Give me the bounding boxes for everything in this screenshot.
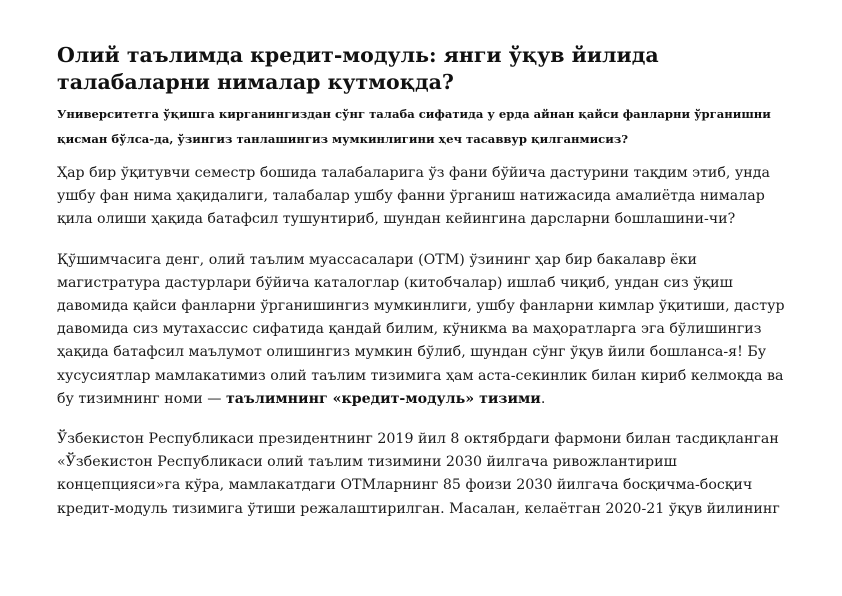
paragraph-2-bold-term: таълимнинг «кредит-модуль» тизими [225,390,541,407]
paragraph-1: Ҳар бир ўқитувчи семестр бошида талабаларига ўз фани бўйича дастурини тақдим этиб, унда ушбу фан нима ҳақидалиги, талабалар ушбу фанни ўрганиш натижасида амалиётда нималар қила олиши ҳақида батафсил тушунтириб, шундан кейингина дарсларни бошлашини-чи? [57,165,770,228]
article [57,42,797,538]
paragraph-2-end: . [540,390,546,407]
paragraph-2 [57,249,797,411]
article-title: Олий таълимда кредит-модуль: янги ўқув йилида талабаларни нималар кутмоқда? [57,43,659,94]
article-subtitle: Университетга ўқишга кирганингиздан сўнг талаба сифатида у ерда айнан қайси фанларни ўрганишни қисман бўлса-да, ўзингиз танлашингиз мумкинлигини ҳеч тасаввур қилганмисиз? [57,107,771,146]
paragraph-3: Ўзбекистон Республикаси президентнинг 2019 йил 8 октябрдаги фармони билан тасдиқланган «Ўзбекистон Республикаси олий таълим тизимини 2030 йилгача ривожлантириш концепцияси»га кўра, мамлакатдаги ОТМларнинг 85 фоизи 2030 йилгача босқичма-босқич кредит-модуль тизимига ўтиши режалаштирилган. Масалан, келаётган 2020-21 ўқув йилининг [57,431,780,517]
paragraph-2-text: Қўшимчасига денг, олий таълим муассасалари (ОТМ) ўзининг ҳар бир бакалавр ёки магистратура дастурлари бўйича каталоглар (китобчалар) ишлаб чиқиб, ундан сиз ўқиш давомида қайси фанларни ўрганишингиз мумкинлиги, ушбу фанларни кимлар ўқитиши, дастур давомида сиз мутахассис сифатида қандай билим, кўникма ва маҳоратларга эга бўлишингиз ҳақида батафсил маълумот олишингиз мумкин бўлиб, шундан сўнг ўқув йили бошланса-я! Бу хусусиятлар мамлакатимиз олий таълим тизимига ҳам аста-секинлик билан кириб келмоқда ва бу тизимнинг номи — [57,251,785,407]
